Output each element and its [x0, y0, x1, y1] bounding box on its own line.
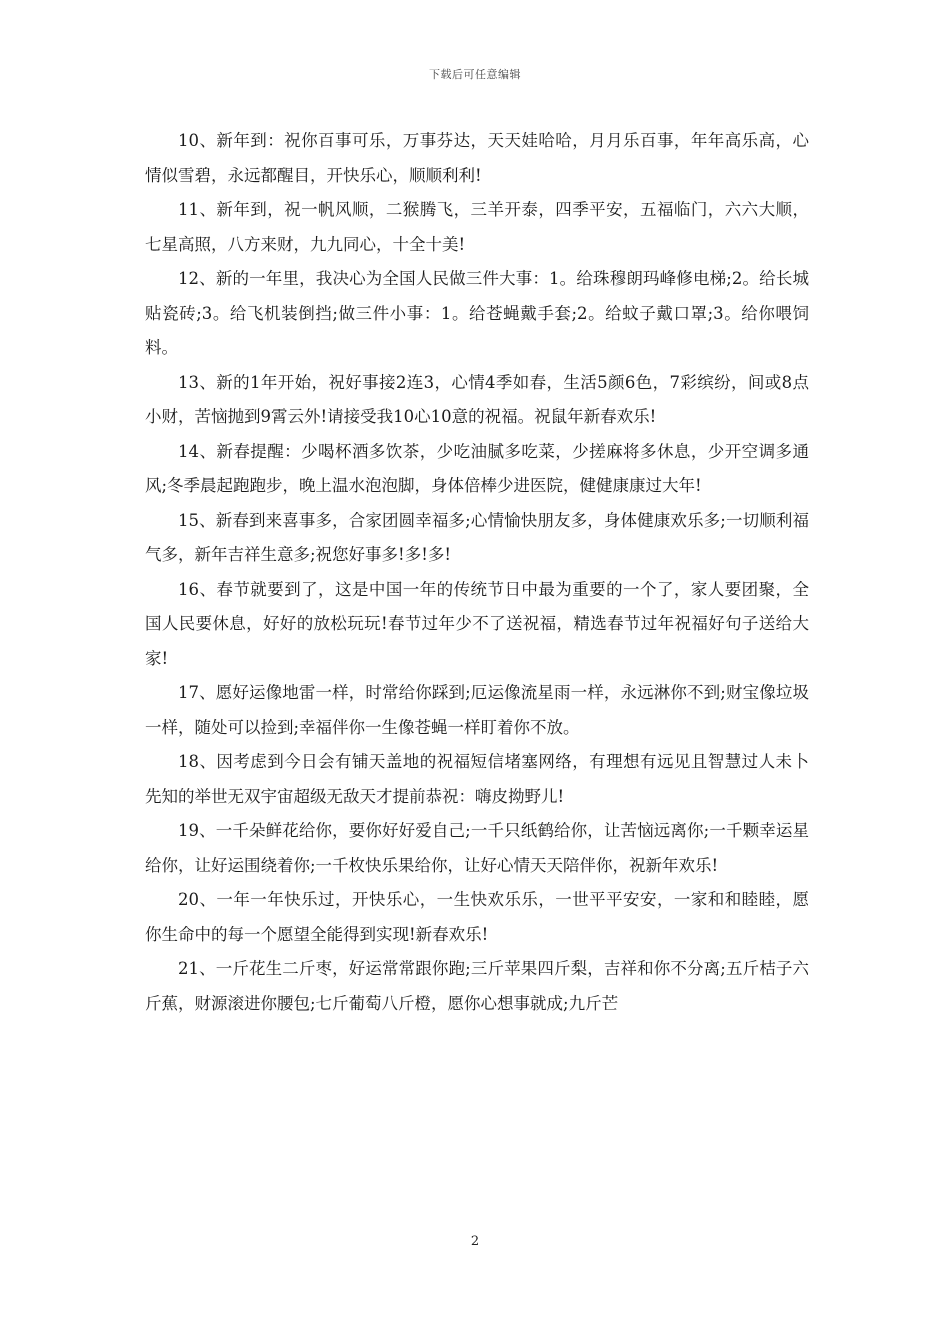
page-number: 2 [470, 1234, 480, 1249]
paragraph-11: 11、新年到，祝一帆风顺，二猴腾飞，三羊开泰，四季平安，五福临门，六六大顺，七星高照，八方来财，九九同心，十全十美! [145, 200, 809, 254]
paragraph-13: 13、新的1年开始，祝好事接2连3，心情4季如春，生活5颜6色，7彩缤纷，间或8点小财，苦恼抛到9霄云外!请接受我10心10意的祝福。祝鼠年新春欢乐! [145, 372, 809, 426]
paragraph-19: 19、一千朵鲜花给你，要你好好爱自己;一千只纸鹤给你，让苦恼远离你;一千颗幸运星给你，让好运围绕着你;一千枚快乐果给你，让好心情天天陪伴你，祝新年欢乐! [145, 821, 809, 875]
paragraph-10: 10、新年到：祝你百事可乐，万事芬达，天天娃哈哈，月月乐百事，年年高乐高，心情似雪碧，永远都醒目，开快乐心，顺顺利利! [145, 131, 809, 185]
paragraph-20: 20、一年一年快乐过，开快乐心，一生快欢乐乐，一世平平安安，一家和和睦睦，愿你生命中的每一个愿望全能得到实现!新春欢乐! [145, 890, 809, 944]
paragraph-14: 14、新春提醒：少喝杯酒多饮茶，少吃油腻多吃菜，少搓麻将多休息，少开空调多通风;冬季晨起跑跑步，晚上温水泡泡脚，身体倍棒少进医院，健健康康过大年! [145, 441, 809, 495]
paragraph-16: 16、春节就要到了，这是中国一年的传统节日中最为重要的一个了，家人要团聚，全国人民要休息，好好的放松玩玩!春节过年少不了送祝福，精选春节过年祝福好句子送给大家! [145, 579, 809, 668]
paragraph-12: 12、新的一年里，我决心为全国人民做三件大事：1。给珠穆朗玛峰修电梯;2。给长城贴瓷砖;3。给飞机装倒挡;做三件小事：1。给苍蝇戴手套;2。给蚊子戴口罩;3。给你喂饲料。 [145, 269, 809, 357]
paragraph-17: 17、愿好运像地雷一样，时常给你踩到;厄运像流星雨一样，永远淋你不到;财宝像垃圾一样，随处可以捡到;幸福伴你一生像苍蝇一样盯着你不放。 [145, 683, 809, 737]
document-body [145, 124, 809, 1021]
page-header: 下载后可任意编辑 [429, 68, 521, 81]
paragraph-18: 18、因考虑到今日会有铺天盖地的祝福短信堵塞网络，有理想有远见且智慧过人未卜先知的举世无双宇宙超级无敌天才提前恭祝：嗨皮拗野儿! [145, 752, 809, 806]
paragraph-21: 21、一斤花生二斤枣，好运常常跟你跑;三斤苹果四斤梨，吉祥和你不分离;五斤桔子六斤蕉，财源滚进你腰包;七斤葡萄八斤橙，愿你心想事就成;九斤芒 [145, 959, 809, 1013]
paragraph-15: 15、新春到来喜事多，合家团圆幸福多;心情愉快朋友多，身体健康欢乐多;一切顺利福气多，新年吉祥生意多;祝您好事多!多!多! [145, 510, 809, 564]
